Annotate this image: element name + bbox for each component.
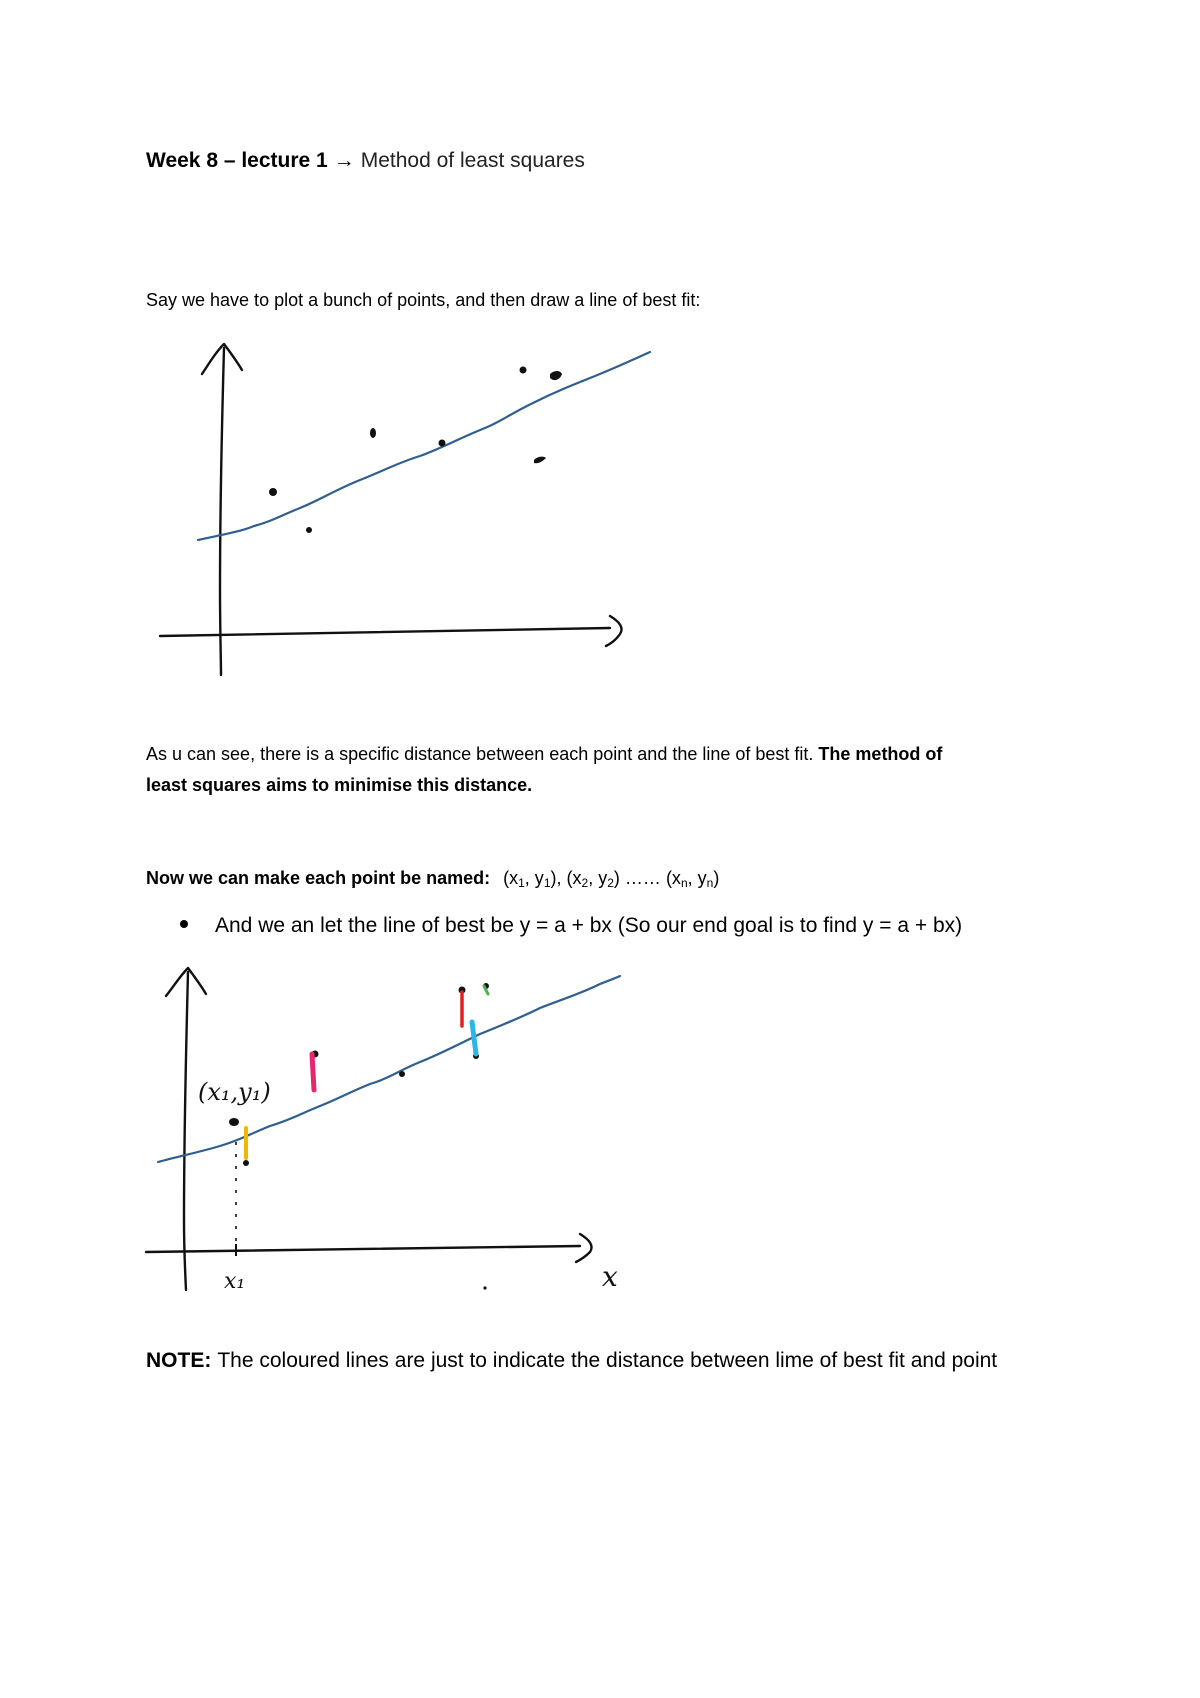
paragraph-line-1 [146,744,942,765]
data-point [269,488,277,496]
y-axis-arrowhead [202,344,242,374]
ellipsis: …… [624,868,661,888]
data-point [534,457,546,464]
point-n-open: (x [665,868,681,888]
arrow-icon: → [333,149,355,172]
heading-week-lecture: Week 8 – lecture 1 [146,149,328,172]
point-n [666,868,719,888]
x-axis [160,628,610,636]
point-n-sub-x: n [680,876,688,890]
point-2-mid: , y [588,868,608,888]
data-point [439,440,446,447]
page-heading [146,149,585,173]
x-axis [146,1246,580,1252]
best-fit-line [198,352,650,540]
data-point [306,527,312,533]
point-naming-line [146,868,719,890]
x1-label: x₁ [224,1269,246,1294]
point-2-close: ) [613,868,620,888]
data-point [243,1160,249,1166]
point-1-mid: , y [524,868,544,888]
y-axis-arrowhead [166,968,206,996]
data-point [550,371,562,380]
x-axis-arrowhead [606,616,622,646]
residuals-figure [140,950,680,1310]
note-label: NOTE: [146,1349,212,1372]
data-point [229,1118,239,1126]
point-2-sub-x: 2 [581,876,589,890]
bullet-icon [180,920,188,928]
pink-residual-line [312,1054,314,1090]
bullet-text: And we an let the line of best be y = a + bx (So our end goal is to find y = a + bx) [215,914,963,937]
stray-mark [483,1286,486,1289]
y-axis [220,348,224,675]
point-1 [503,868,561,888]
scatter-plot-figure [150,330,670,690]
data-point [399,1071,405,1077]
point-1-sub-x: 1 [518,876,525,890]
point-1-close: ), [550,868,562,888]
intro-text: Say we have to plot a bunch of points, and then draw a line of best fit: [146,290,701,310]
point-label: (x₁,y₁) [198,1078,271,1106]
x-axis-arrowhead [576,1234,592,1262]
point-1-open: (x [503,868,519,888]
data-point [370,428,376,438]
paragraph-line-2: least squares aims to minimise this distance. [146,775,533,795]
paragraph-bold-text: The method of [818,744,943,764]
cyan-residual-line [472,1022,476,1054]
bullet-item [180,914,962,938]
point-2 [567,868,620,888]
heading-topic: Method of least squares [360,149,585,172]
x-axis-label: x [602,1260,618,1293]
point-2-sub-y: 2 [607,876,614,890]
point-1-sub-y: 1 [543,876,551,890]
point-n-mid: , y [687,868,707,888]
paragraph-normal-text: As u can see, there is a specific distance between each point and the line of best fit. [146,744,819,764]
point-n-sub-y: n [706,876,714,890]
note-text: The coloured lines are just to indicate the distance between lime of best fit and point [217,1349,998,1372]
naming-lead: Now we can make each point be named: [146,868,491,888]
best-fit-line [158,976,620,1162]
point-n-close: ) [713,868,720,888]
note-line [146,1349,997,1373]
y-axis [184,972,188,1290]
point-2-open: (x [566,868,582,888]
data-point [520,367,527,374]
